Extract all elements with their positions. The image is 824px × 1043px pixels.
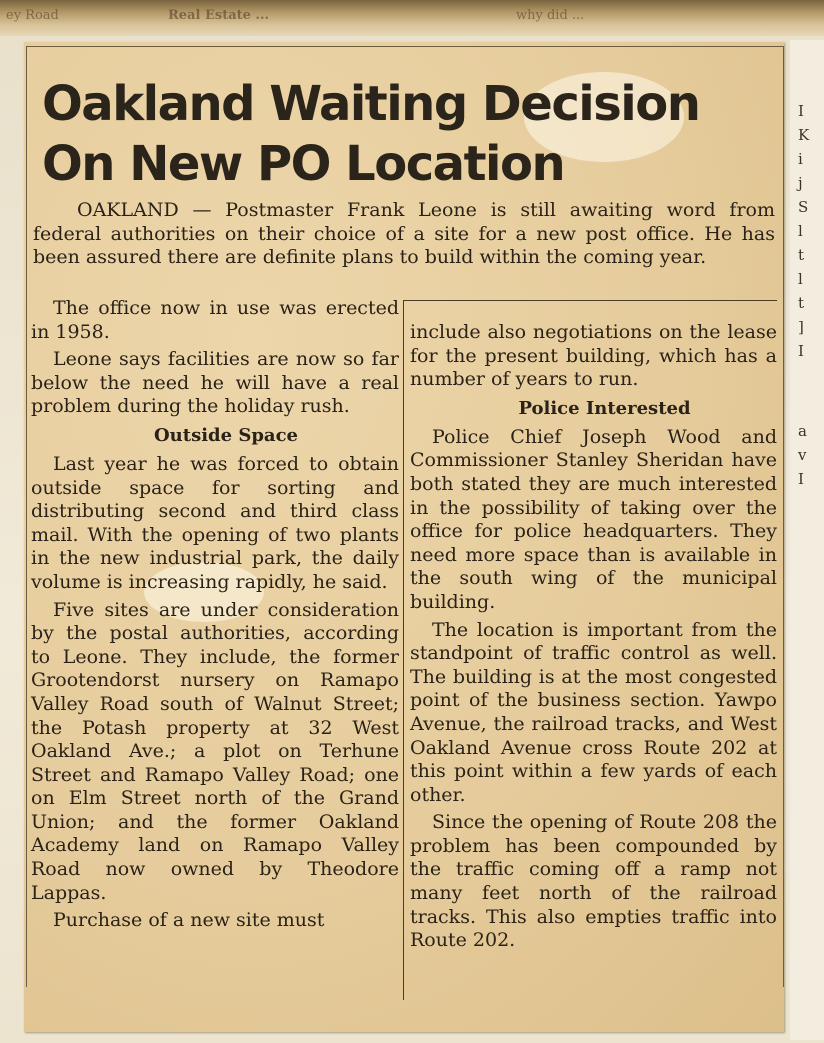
body-paragraph: Since the opening of Route 208 the problem has been compounded by the traffic coming off a ramp not many feet north of the railroad tracks. This also empties traffic into Route 202. xyxy=(410,811,777,952)
right-column xyxy=(410,321,777,957)
torn-fragment: Real Estate ... xyxy=(168,8,269,23)
edge-letter: i xyxy=(798,150,803,168)
lead-paragraph-block xyxy=(33,199,775,270)
edge-letter: v xyxy=(798,446,807,464)
edge-letter: l xyxy=(798,270,803,288)
body-paragraph-continued: include also negotiations on the lease for the present building, which has a number of years to run. xyxy=(410,321,777,391)
headline-line: On New PO Location xyxy=(42,136,565,192)
body-paragraph: The office now in use was erected in 1958. xyxy=(31,297,399,343)
adjacent-clipping-edge xyxy=(790,40,824,1040)
body-paragraph: Purchase of a new site must xyxy=(53,909,325,932)
edge-letter: S xyxy=(798,198,809,216)
subheading-outside-space: Outside Space xyxy=(153,424,299,446)
edge-letter: I xyxy=(798,470,804,488)
left-column xyxy=(31,297,399,937)
torn-fragment: why did ... xyxy=(516,8,585,23)
column-rule-horizontal xyxy=(404,300,777,301)
edge-letter: t xyxy=(798,294,805,312)
edge-letter: t xyxy=(798,246,805,264)
headline-line: Oakland Waiting Decision xyxy=(42,76,700,132)
lead-paragraph: OAKLAND — Postmaster Frank Leone is still awaiting word from federal authorities on their choice of a site for a new post office. He has been assured there are definite plans to build within the coming year. xyxy=(33,199,775,269)
edge-letter: I xyxy=(798,102,804,120)
subheading-police-interested: Police Interested xyxy=(518,397,691,419)
body-paragraph: Last year he was forced to obtain outside space for sorting and distributing second and third class mail. With the opening of two plants in the new industrial park, the daily volume is increasing rapidly, he said. xyxy=(31,452,399,593)
edge-letter: j xyxy=(798,174,803,192)
body-paragraph: The location is important from the standpoint of traffic control as well. The building is at the most congested point of the business section. Yawpo Avenue, the railroad tracks, and West Oakland Avenue cross Route 202 at this point within a few yards of each other. xyxy=(410,618,777,806)
edge-letter: l xyxy=(798,222,803,240)
headline xyxy=(42,74,772,194)
column-rule-vertical xyxy=(403,300,404,1000)
edge-letter: ] xyxy=(798,318,804,336)
body-paragraph: Leone says facilities are now so far below the need he will have a real problem during the holiday rush. xyxy=(31,348,399,418)
torn-top-strip xyxy=(0,0,824,36)
torn-fragment: ey Road xyxy=(6,8,59,23)
edge-letter: K xyxy=(798,126,810,144)
torn-clipping-fragments xyxy=(0,4,824,22)
edge-letter: I xyxy=(798,342,804,360)
body-paragraph: Police Chief Joseph Wood and Commissioner Stanley Sheridan have both stated they are much interested in the possibility of taking over the office for police headquarters. They need more space than is available in the south wing of the municipal building. xyxy=(410,425,777,613)
body-paragraph: Five sites are under consideration by the postal authorities, according to Leone. They include, the former Grootendorst nursery on Ramapo Valley Road south of Walnut Street; the Potash property at 32 West Oakland Ave.; a plot on Terhune Street and Ramapo Valley Road; one on Elm Street north of the Grand Union; and the former Oakland Academy land on Ramapo Valley Road now owned by Theodore Lappas. xyxy=(31,598,399,904)
edge-letter: a xyxy=(798,422,807,440)
